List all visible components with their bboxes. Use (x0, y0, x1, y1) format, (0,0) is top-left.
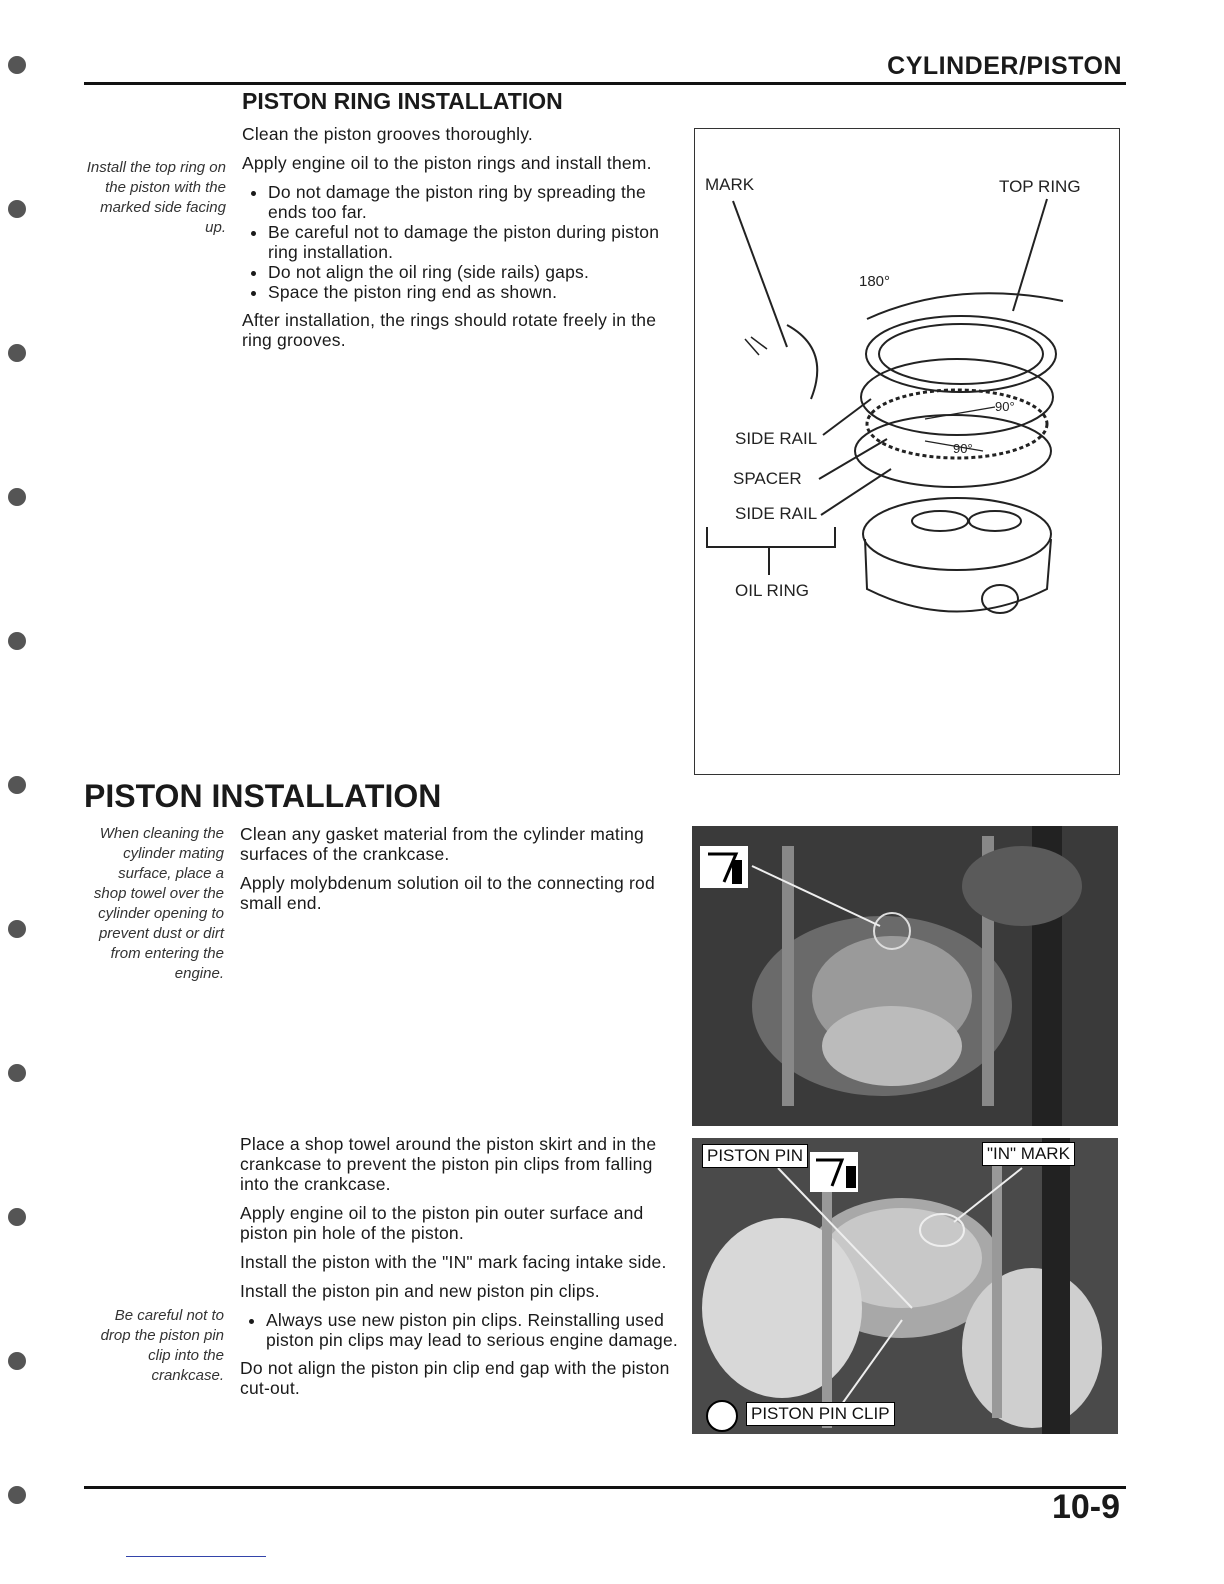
label-spacer: SPACER (733, 469, 802, 488)
binder-hole (8, 56, 26, 74)
label-angle-90a: 90° (995, 399, 1015, 414)
label-side-rail-upper: SIDE RAIL (735, 429, 818, 448)
binder-hole (8, 200, 26, 218)
label-piston-pin-clip: PISTON PIN CLIP (746, 1402, 895, 1426)
piston-section-title: PISTON INSTALLATION (84, 778, 442, 814)
ring-bullet: • Space the piston ring end as shown. (268, 282, 686, 302)
binder-hole (8, 344, 26, 362)
piston-paragraph-gasket: Clean any gasket material from the cylinder mating surfaces of the crankcase. (240, 824, 644, 864)
label-angle-180: 180° (859, 273, 891, 290)
photo-piston-pin (692, 1138, 1118, 1434)
label-top-ring: TOP RING (999, 177, 1081, 196)
page-number: 10-9 (1051, 1488, 1120, 1526)
piston-paragraph-in-mark: Install the piston with the "IN" mark facing intake side. (240, 1252, 667, 1272)
footer-rule (84, 1486, 1126, 1489)
binder-hole (8, 1208, 26, 1226)
binder-hole (8, 920, 26, 938)
label-mark: MARK (705, 175, 755, 194)
piston-paragraph-pin-oil: Apply engine oil to the piston pin outer surface and piston pin hole of the piston. (240, 1203, 644, 1243)
footer-underline (126, 1556, 266, 1557)
new-part-icon (706, 1400, 738, 1432)
label-in-mark: "IN" MARK (982, 1142, 1075, 1166)
ring-section-body (242, 124, 686, 359)
binder-hole (8, 1486, 26, 1504)
binder-hole (8, 488, 26, 506)
label-side-rail-lower: SIDE RAIL (735, 504, 818, 523)
label-piston-pin: PISTON PIN (702, 1144, 808, 1168)
piston-side-note-cleaning: When cleaning the cylinder mating surface, place a shop towel over the cylinder opening to prevent dust or dirt from entering the engine. (93, 825, 224, 982)
piston-bullet: • Always use new piston pin clips. Reinstalling used piston pin clips may lead to serious engine damage. (266, 1310, 684, 1350)
piston-paragraph-clip-gap: Do not align the piston pin clip end gap with the piston cut-out. (240, 1358, 670, 1398)
ring-side-note: Install the top ring on the piston with the marked side facing up. (86, 159, 226, 236)
ring-bullet: • Be careful not to damage the piston during piston ring installation. (268, 222, 686, 262)
photo-piston-pin-drawing (692, 1138, 1118, 1434)
binder-hole (8, 776, 26, 794)
ring-paragraph-clean: Clean the piston grooves thoroughly. (242, 124, 533, 144)
ring-paragraph-rotate: After installation, the rings should rotate freely in the ring grooves. (242, 310, 657, 350)
ring-diagram-drawing (695, 129, 1119, 774)
label-angle-90b: 90° (953, 441, 973, 456)
ring-diagram-figure (694, 128, 1120, 775)
piston-bullet-list (240, 1310, 684, 1350)
piston-side-note-clip: Be careful not to drop the piston pin clip into the crankcase. (100, 1307, 224, 1384)
photo-connecting-rod-drawing (692, 826, 1118, 1126)
ring-paragraph-apply-oil: Apply engine oil to the piston rings and install them. (242, 153, 652, 173)
piston-paragraph-moly: Apply molybdenum solution oil to the connecting rod small end. (240, 873, 655, 913)
binder-hole (8, 1064, 26, 1082)
piston-body-bottom (240, 1134, 684, 1407)
binder-hole (8, 1352, 26, 1370)
binder-hole (8, 632, 26, 650)
ring-bullet: • Do not damage the piston ring by spreading the ends too far. (268, 182, 686, 222)
header-rule (84, 82, 1126, 85)
ring-section-title: PISTON RING INSTALLATION (242, 88, 563, 114)
piston-body-top (240, 824, 684, 922)
ring-bullet: • Do not align the oil ring (side rails) gaps. (268, 262, 686, 282)
piston-paragraph-install-pin: Install the piston pin and new piston pin clips. (240, 1281, 600, 1301)
ring-bullet-list (242, 182, 686, 302)
piston-paragraph-towel: Place a shop towel around the piston skirt and in the crankcase to prevent the piston pin clips from falling into the crankcase. (240, 1134, 657, 1194)
photo-connecting-rod (692, 826, 1118, 1126)
label-oil-ring: OIL RING (735, 581, 809, 600)
page-header-title: CYLINDER/PISTON (887, 52, 1122, 80)
